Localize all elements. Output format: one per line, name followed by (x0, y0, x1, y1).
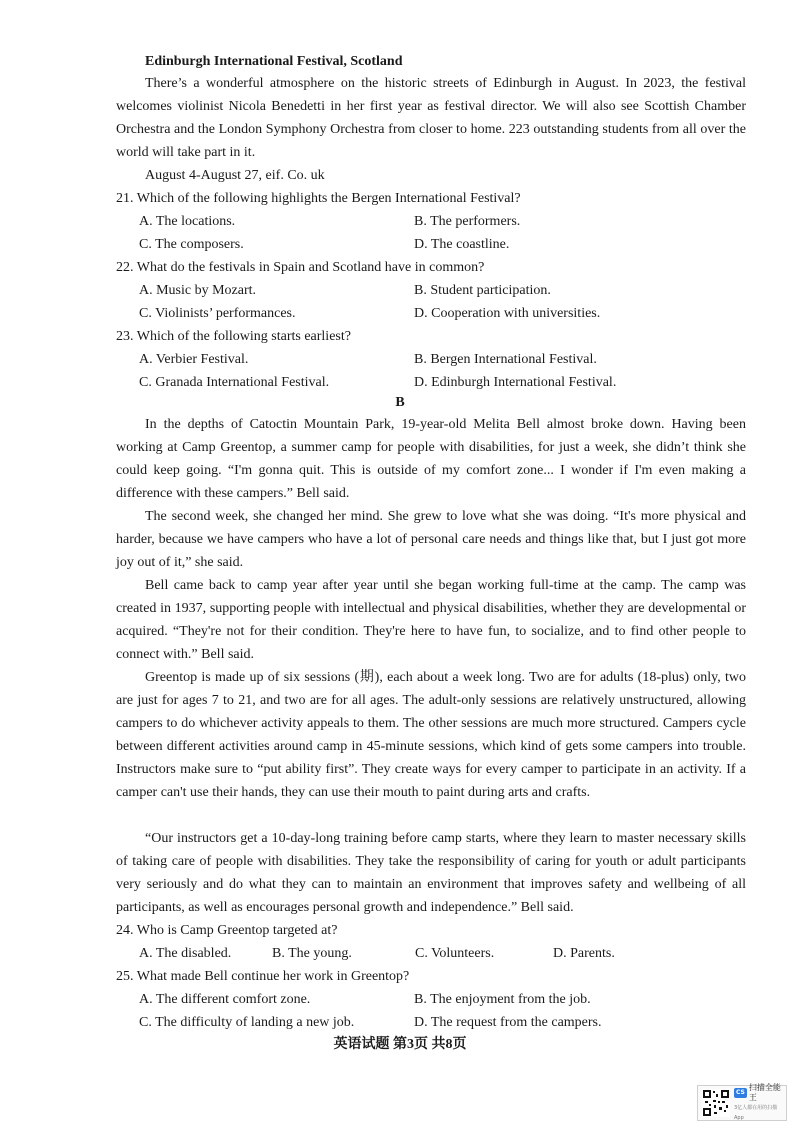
q23-option-d[interactable]: D. Edinburgh International Festival. (414, 375, 617, 390)
q23-option-b[interactable]: B. Bergen International Festival. (414, 352, 597, 367)
passage-b-paragraph-2: The second week, she changed her mind. She grew to love what she was doing. “It's more physical and harder, because we have campers who have a lot of personal care needs and things like that, but I just got more joy out of it,” she said. (116, 509, 746, 570)
question-24-stem: 24. Who is Camp Greentop targeted at? (116, 923, 338, 938)
q21-option-b[interactable]: B. The performers. (414, 214, 521, 229)
page-footer: 英语试题 第3页 共8页 (333, 1037, 467, 1052)
q24-option-d[interactable]: D. Parents. (553, 946, 615, 961)
question-22-stem: 22. What do the festivals in Spain and Scotland have in common? (116, 260, 485, 275)
camscanner-logo: CS (736, 1089, 745, 1096)
passage-b-paragraph-5: “Our instructors get a 10-day-long training before camp starts, where they learn to master necessary skills of taking care of people with disabilities. They take the responsibility of caring for youth or adult participants very seriously and do what they can to maintain an environment that improves safety and wellbeing of all participants, as well as encourages personal growth and independence.” Bell said. (116, 831, 746, 915)
q24-option-b[interactable]: B. The young. (272, 946, 352, 961)
q22-option-b[interactable]: B. Student participation. (414, 283, 551, 298)
q23-option-c[interactable]: C. Granada International Festival. (139, 375, 330, 390)
q22-option-a[interactable]: A. Music by Mozart. (139, 283, 257, 298)
q21-option-c[interactable]: C. The composers. (139, 237, 244, 252)
question-25-stem: 25. What made Bell continue her work in Greentop? (116, 969, 410, 984)
scanner-badge-subtitle: 3亿人都在用的扫描App (734, 1105, 778, 1121)
scanner-badge-title: 扫描全能王 (748, 1083, 781, 1102)
passage-a-paragraph: There’s a wonderful atmosphere on the historic streets of Edinburgh in August. In 2023, the festival welcomes violinist Nicola Benedetti in her first year as festival director. We will also see Scottish Chamber Orchestra and the London Symphony Orchestra from closer to home. 223 outstanding students from all over the world will take part in it. (116, 76, 746, 160)
question-21-stem: 21. Which of the following highlights the Bergen International Festival? (116, 191, 521, 206)
q25-option-d[interactable]: D. The request from the campers. (414, 1015, 602, 1030)
q22-option-d[interactable]: D. Cooperation with universities. (414, 306, 601, 321)
section-b-label: B (395, 395, 405, 410)
qr-code-icon (702, 1089, 730, 1117)
passage-b-paragraph-4: Greentop is made up of six sessions (期), each about a week long. Two are for adults (18-plus) only, two are just for ages 7 to 21, and two are for all ages. The adult-only sessions are relatively unstructured, allowing campers to do whichever activity appeals to them. The other sessions are much more structured. Campers cycle between different activities around camp in 45-minute sessions, which kind of gets some campers into trouble. Instructors make sure to “put ability first”. They create ways for every camper to participate in an activity. If a camper can't use their hands, they can use their mouth to paint during arts and crafts. (116, 670, 746, 800)
q25-option-a[interactable]: A. The different comfort zone. (139, 992, 311, 1007)
q21-option-a[interactable]: A. The locations. (139, 214, 236, 229)
q24-option-c[interactable]: C. Volunteers. (415, 946, 495, 961)
passage-b-paragraph-3: Bell came back to camp year after year until she began working full-time at the camp. The camp was created in 1937, supporting people with intellectual and physical disabilities, whether they are developmental or acquired. “They're not for their condition. They're here to have fun, to socialize, and to find other people to connect with.” Bell said. (116, 578, 746, 662)
q24-option-a[interactable]: A. The disabled. (139, 946, 232, 961)
q21-option-d[interactable]: D. The coastline. (414, 237, 510, 252)
q23-option-a[interactable]: A. Verbier Festival. (139, 352, 249, 367)
q25-option-c[interactable]: C. The difficulty of landing a new job. (139, 1015, 355, 1030)
question-23-stem: 23. Which of the following starts earliest? (116, 329, 351, 344)
passage-a-title: Edinburgh International Festival, Scotland (145, 54, 403, 69)
passage-a-date: August 4-August 27, eif. Co. uk (145, 168, 325, 183)
passage-b-paragraph-1: In the depths of Catoctin Mountain Park, 19-year-old Melita Bell almost broke down. Having been working at Camp Greentop, a summer camp for people with disabilities, for just a week, she didn’t think she could keep going. “I'm gonna quit. This is outside of my comfort zone... I wonder if I'm even making a difference with these campers.” Bell said. (116, 417, 746, 501)
scanner-watermark-badge (697, 1085, 787, 1121)
q22-option-c[interactable]: C. Violinists’ performances. (139, 306, 296, 321)
q25-option-b[interactable]: B. The enjoyment from the job. (414, 992, 591, 1007)
